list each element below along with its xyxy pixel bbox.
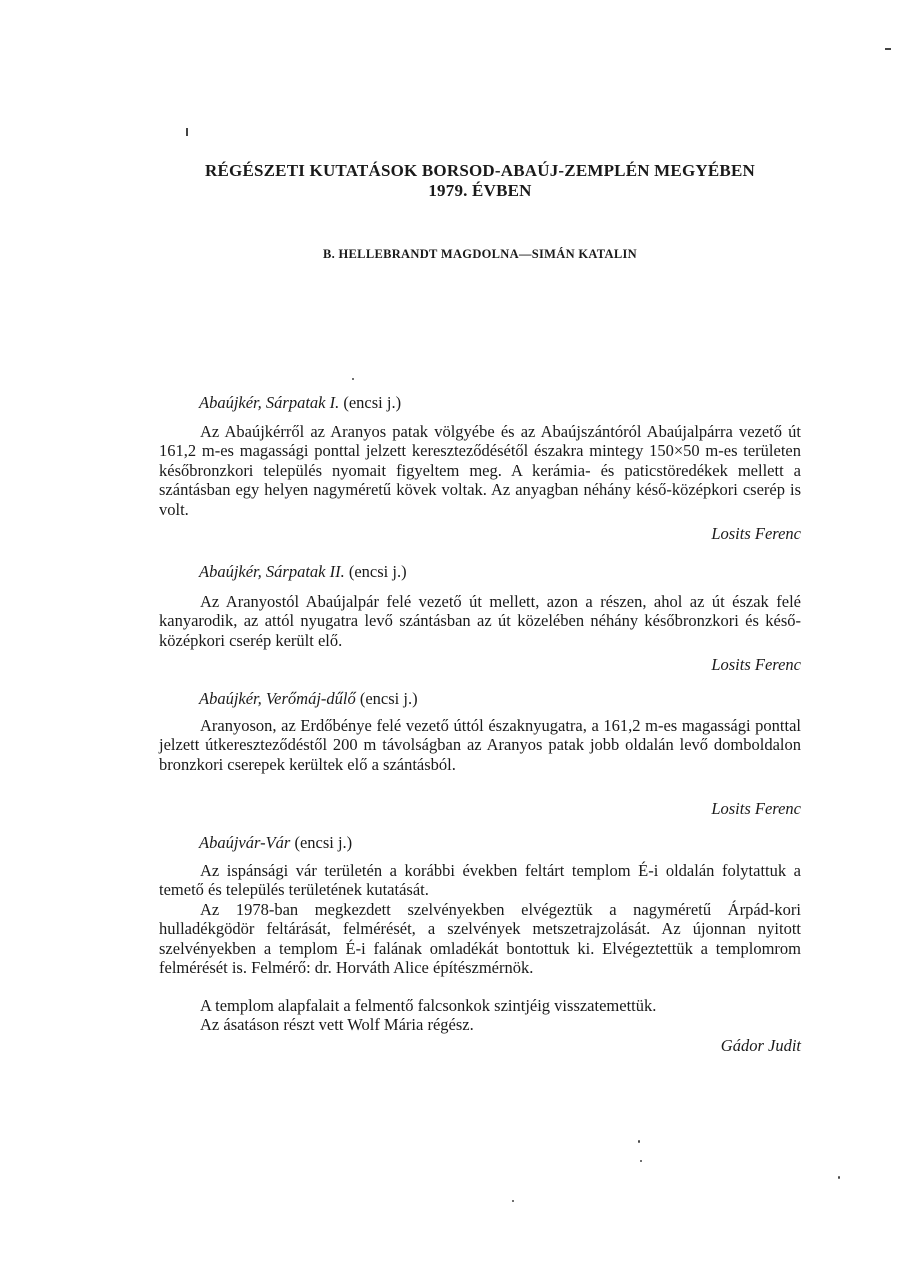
entry-heading <box>199 393 401 413</box>
entry-paragraph: Aranyoson, az Erdőbénye felé vezető úttól északnyugatra, a 161,2 m-es magassági ponttal jelzett útkereszteződéstől 200 m távolságban az Aranyos patak jobb oldalán levő domboldalon bronzkori cserepek kerültek elő a szántásból. <box>159 716 801 774</box>
scan-speck <box>638 1140 640 1143</box>
scan-speck <box>885 48 891 50</box>
entry-paragraph: Az Aranyostól Abaújalpár felé vezető út mellett, azon a részen, ahol az út észak felé kanyarodik, az attól nyugatra levő szántásban az út közelében néhány későbronzkori és késő-középkori cserép került elő. <box>159 592 801 650</box>
authors-line: B. HELLEBRANDT MAGDOLNA—SIMÁN KATALIN <box>323 247 637 261</box>
scan-speck <box>640 1160 642 1162</box>
entry-heading-place: Abaújkér, Verőmáj-dűlő <box>199 689 356 708</box>
scan-speck <box>186 128 188 136</box>
entry-heading-place: Abaújkér, Sárpatak II. <box>199 562 345 581</box>
entry-author: Losits Ferenc <box>711 655 801 674</box>
entry-heading-place: Abaújkér, Sárpatak I. <box>199 393 340 412</box>
entry-heading <box>199 833 352 853</box>
title-line-1: RÉGÉSZETI KUTATÁSOK BORSOD-ABAÚJ-ZEMPLÉN MEGYÉBEN <box>205 161 755 180</box>
entry-heading-note: (encsi j.) <box>344 562 407 581</box>
entry-paragraph: Az ásatáson részt vett Wolf Mária régész. <box>200 1015 474 1034</box>
entry-author: Gádor Judit <box>720 1036 801 1055</box>
title-line-2: 1979. ÉVBEN <box>428 181 532 200</box>
scan-speck <box>838 1176 840 1179</box>
entry-paragraph: Az Abaújkérről az Aranyos patak völgyébe és az Abaújszántóról Abaújalpárra vezető út 161,2 m-es magassági ponttal jelzett kereszteződésétől északra mintegy 150×50 m-es területen későbronzkori település nyomait figyeltem meg. A kerámia- és paticstöredékek mellett a szántásban egy helyen nagyméretű kövek voltak. Az anyagban néhány késő-középkori cserép is volt. <box>159 422 801 519</box>
entry-paragraph: A templom alapfalait a felmentő falcsonkok szintjéig visszatemettük. <box>200 996 657 1015</box>
entry-heading <box>199 562 407 582</box>
entry-heading-note: (encsi j.) <box>290 833 353 852</box>
entry-author: Losits Ferenc <box>711 799 801 818</box>
scan-speck <box>512 1200 514 1202</box>
page-title <box>120 161 840 201</box>
entry-paragraph: Az ispánsági vár területén a korábbi években feltárt templom É-i oldalán folytattuk a temető és település területének kutatását. <box>159 861 801 900</box>
entry-author: Losits Ferenc <box>711 524 801 543</box>
entry-heading <box>199 689 418 709</box>
scan-speck <box>352 378 354 380</box>
entry-paragraph: Az 1978-ban megkezdett szelvényekben elvégeztük a nagyméretű Árpád-kori hulladékgödör feltárását, felmérését, a szelvények metszetrajzolását. Az újonnan nyitott szelvényekben a templom É-i falának omladékát bontottuk ki. Elvégeztettük a templomrom felmérését is. Felmérő: dr. Horváth Alice építészmérnök. <box>159 900 801 978</box>
entry-heading-place: Abaújvár-Vár <box>199 833 291 852</box>
entry-heading-note: (encsi j.) <box>355 689 418 708</box>
entry-heading-note: (encsi j.) <box>339 393 402 412</box>
